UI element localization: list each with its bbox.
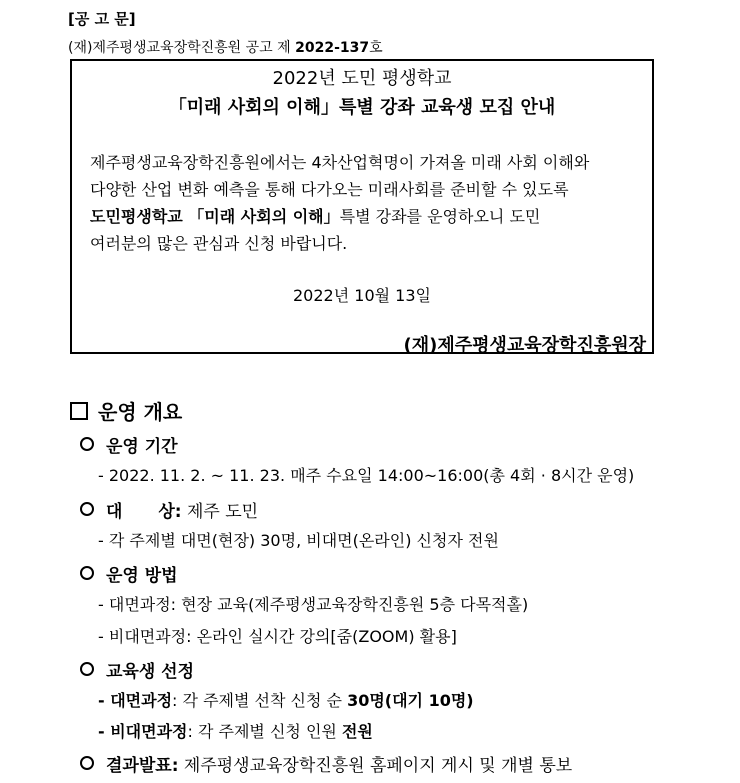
selection-offline-text: : 각 주제별 선착 신청 순: [172, 691, 348, 710]
result-text: 제주평생교육장학진흥원 홈페이지 게시 및 개별 통보: [178, 756, 573, 776]
method-item-online: - 비대면과정: 온라인 실시간 강의[줌(ZOOM) 활용]: [98, 627, 457, 646]
method-item-offline: - 대면과정: 현장 교육(제주평생교육장학진흥원 5층 다목적홀): [98, 595, 529, 614]
program-name: 도민평생학교 「미래 사회의 이해」: [90, 207, 340, 226]
selection-heading-text: 교육생 선정: [106, 662, 195, 682]
checkbox-square-icon: [70, 402, 88, 420]
notice-title-line2: 「미래 사회의 이해」특별 강좌 교육생 모집 안내: [168, 97, 556, 118]
selection-item-offline: [98, 688, 474, 711]
target-heading: [80, 497, 258, 522]
circle-bullet-icon: [80, 502, 94, 516]
result-label: 결과발표:: [106, 756, 179, 776]
period-heading: [80, 432, 178, 457]
body-line3-rest: 특별 강좌를 운영하오니 도민: [339, 207, 541, 226]
selection-online-count: 전원: [341, 722, 373, 741]
section-title-text: 운영 개요: [98, 400, 183, 424]
doc-number: 2022-137: [295, 40, 370, 56]
target-value: 제주 도민: [181, 502, 259, 522]
doc-suffix: 호: [369, 40, 383, 56]
notice-body-line1: 제주평생교육장학진흥원에서는 4차산업혁명이 가져올 미래 사회 이해와: [90, 153, 590, 172]
period-heading-text: 운영 기간: [106, 437, 178, 457]
notice-body-line3: [90, 204, 540, 227]
method-heading-text: 운영 방법: [106, 566, 178, 586]
notice-title-line1: 2022년 도민 평생학교: [272, 68, 452, 89]
notice-signature: (재)제주평생교육장학진흥원장: [403, 335, 646, 356]
notice-tag: [공 고 문]: [68, 10, 136, 28]
circle-bullet-icon: [80, 662, 94, 676]
notice-body-line4: 여러분의 많은 관심과 신청 바랍니다.: [90, 234, 348, 253]
notice-date: 2022년 10월 13일: [293, 286, 431, 305]
selection-online-label: - 비대면과정: [98, 722, 188, 741]
doc-prefix: (재)제주평생교육장학진흥원 공고 제: [68, 40, 296, 56]
document-number: [68, 37, 383, 57]
selection-offline-count: 30명(대기 10명): [347, 691, 474, 710]
target-label: 대 상:: [106, 502, 182, 522]
selection-heading: [80, 657, 194, 682]
selection-online-text: : 각 주제별 신청 인원: [187, 722, 342, 741]
notice-body-line2: 다양한 산업 변화 예측을 통해 다가오는 미래사회를 준비할 수 있도록: [90, 180, 569, 199]
circle-bullet-icon: [80, 566, 94, 580]
period-item: - 2022. 11. 2. ~ 11. 23. 매주 수요일 14:00~16:00(총 4회 · 8시간 운영): [98, 466, 635, 485]
circle-bullet-icon: [80, 756, 94, 770]
target-item: - 각 주제별 대면(현장) 30명, 비대면(온라인) 신청자 전원: [98, 531, 499, 550]
selection-offline-label: - 대면과정: [98, 691, 173, 710]
circle-bullet-icon: [80, 437, 94, 451]
result-heading: [80, 751, 572, 776]
selection-item-online: [98, 719, 373, 742]
method-heading: [80, 561, 178, 586]
section-title: [70, 396, 182, 425]
